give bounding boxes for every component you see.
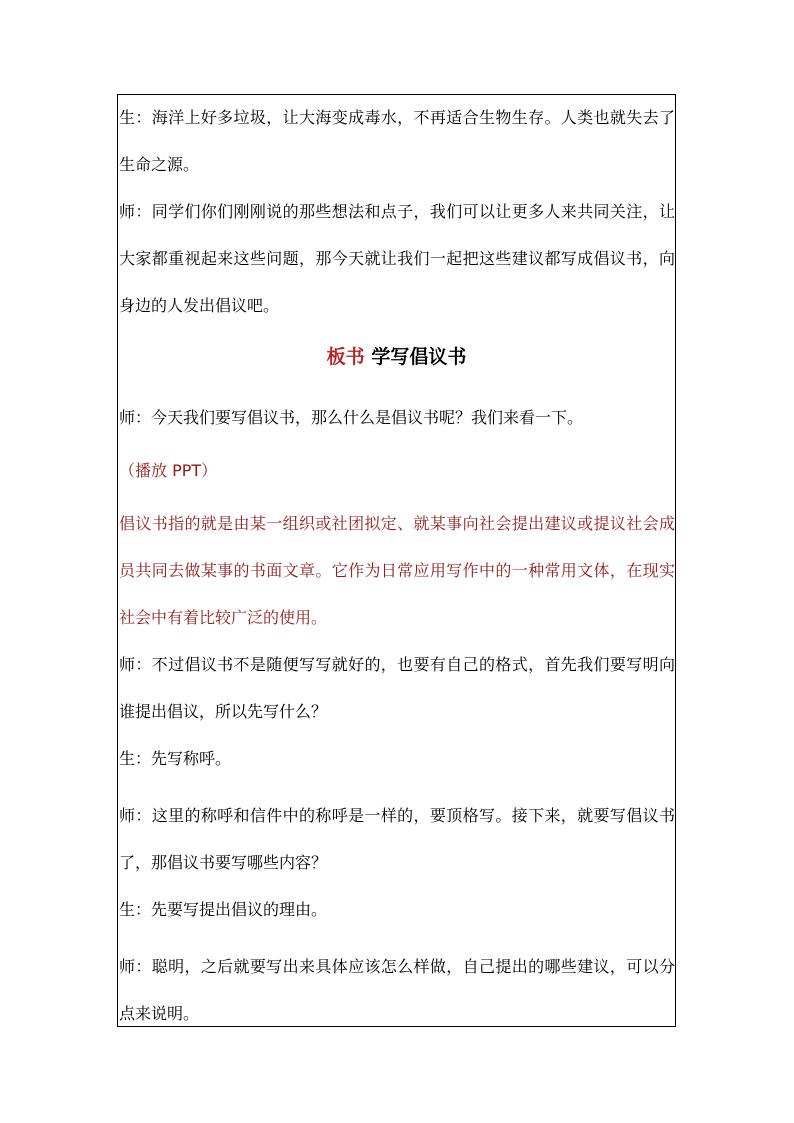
board-heading: [117, 337, 676, 377]
ppt-note: （播放 PPT）: [119, 461, 218, 480]
dialogue-teacher-3: 师：不过倡议书不是随便写写就好的，也要有自己的格式，首先我们要写明向谁提出倡议，所以先写什么？: [119, 655, 675, 721]
dialogue-student-3: 生：先要写提出倡议的理由。: [119, 900, 328, 919]
ppt-definition: 倡议书指的就是由某一组织或社团拟定、就某事向社会提出建议或提议社会成员共同去做某事的书面文章。它作为日常应用写作中的一种常用文体，在现实社会中有着比较广泛的使用。: [119, 514, 675, 627]
board-title: 学写倡议书: [371, 346, 467, 368]
dialogue-teacher-1: 师：同学们你们刚刚说的那些想法和点子，我们可以让更多人来共同关注，让大家都重视起来这些问题，那今天就让我们一起把这些建议都写成倡议书，向身边的人发出倡议吧。: [119, 202, 675, 315]
dialogue-student-1: 生：海洋上好多垃圾，让大海变成毒水，不再适合生物生存。人类也就失去了生命之源。: [119, 108, 675, 174]
dialogue-teacher-5: 师：聪明，之后就要写出来具体应该怎么样做，自己提出的哪些建议，可以分点来说明。: [119, 957, 675, 1023]
dialogue-student-2: 生：先写称呼。: [119, 749, 232, 768]
dialogue-teacher-2: 师：今天我们要写倡议书，那么什么是倡议书呢？我们来看一下。: [119, 408, 584, 427]
dialogue-teacher-4: 师：这里的称呼和信件中的称呼是一样的，要顶格写。接下来，就要写倡议书了，那倡议书要写哪些内容？: [119, 806, 675, 872]
board-label: 板书: [326, 346, 365, 368]
